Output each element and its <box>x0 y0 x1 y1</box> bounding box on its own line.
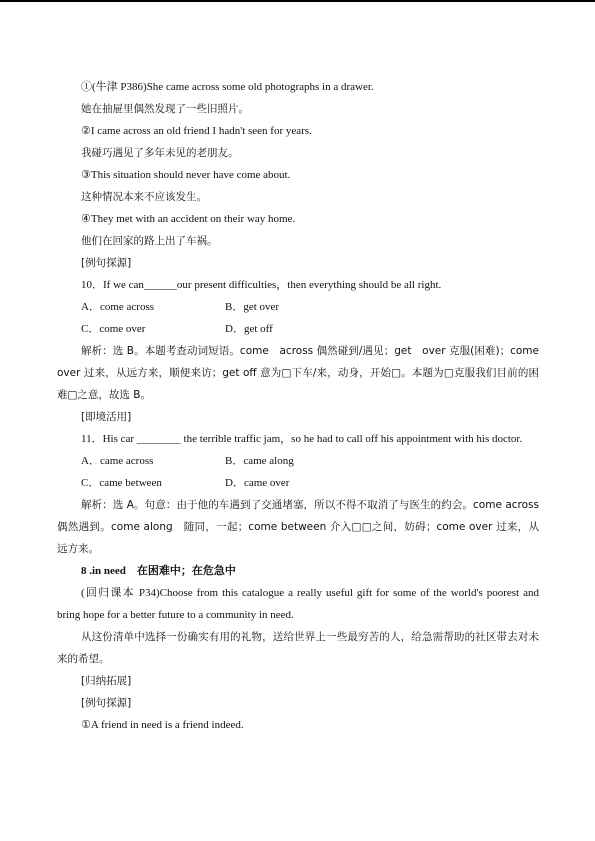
question-10-options-row-1 <box>57 296 539 318</box>
example-sentence-friend-in-need: ①A friend in need is a friend indeed. <box>81 719 244 731</box>
question-11: 11．His car ________ the terrible traffic jam，so he had to call off his appointment with his doctor. <box>81 433 523 445</box>
question-11-option-b: B．came along <box>225 455 294 467</box>
example-sentence-2-cn: 我碰巧遇见了多年未见的老朋友。 <box>81 147 239 159</box>
question-10: 10．If we can______our present difficulties，then everything should be all right. <box>81 279 442 291</box>
question-11-option-a: A．came across <box>81 455 154 467</box>
textbook-sentence-en: (回归课本 P34)Choose from this catalogue a really useful gift for some of the world's poorest and bring hope for a better future to a community in need. <box>57 587 539 621</box>
question-11-option-d: D．came over <box>225 477 290 489</box>
section-label-example-source: [例句探源] <box>81 257 132 269</box>
top-border-rule <box>0 0 595 2</box>
document-page <box>57 76 539 736</box>
section-label-summary: [归纳拓展] <box>81 675 132 687</box>
example-sentence-4-cn: 他们在回家的路上出了车祸。 <box>81 235 218 247</box>
question-11-option-c: C．came between <box>81 477 162 489</box>
section-label-apply: [即境活用] <box>81 411 132 423</box>
textbook-sentence-cn: 从这份清单中选择一份确实有用的礼物，送给世界上一些最穷苦的人，给急需帮助的社区带去对未来的希望。 <box>57 631 539 665</box>
question-10-option-b: B．get over <box>225 301 280 313</box>
example-sentence-3-cn: 这种情况本来不应该发生。 <box>81 191 207 203</box>
question-10-explanation: 解析：选 B。本题考查动词短语。come across 偶然碰到/遇见；get over 克服(困难)；come over 过来，从远方来，顺便来访；get off 意为□下车/来，动身，开始□。本题为□克服我们目前的困难□之意，故选 B。 <box>57 345 539 401</box>
example-sentence-1-cn: 她在抽屉里偶然发现了一些旧照片。 <box>81 103 249 115</box>
question-11-options-row-1 <box>57 450 539 472</box>
example-sentence-3-en: ③This situation should never have come about. <box>81 169 291 181</box>
question-10-options-row-2 <box>57 318 539 340</box>
question-10-option-a: A．come across <box>81 301 155 313</box>
section-heading-in-need: 8 .in need 在困难中；在危急中 <box>81 565 236 577</box>
question-11-options-row-2 <box>57 472 539 494</box>
question-10-option-c: C．come over <box>81 323 146 335</box>
example-sentence-1-en: ①(牛津 P386)She came across some old photographs in a drawer. <box>81 81 374 93</box>
example-sentence-2-en: ②I came across an old friend I hadn't seen for years. <box>81 125 312 137</box>
question-11-explanation: 解析：选 A。句意：由于他的车遇到了交通堵塞，所以不得不取消了与医生的约会。come across 偶然遇到。come along 随同，一起；come between 介入□□之间，妨碍；come over 过来，从远方来。 <box>57 499 539 555</box>
section-label-example-source-2: [例句探源] <box>81 697 132 709</box>
question-10-option-d: D．get off <box>225 323 273 335</box>
example-sentence-4-en: ④They met with an accident on their way home. <box>81 213 296 225</box>
